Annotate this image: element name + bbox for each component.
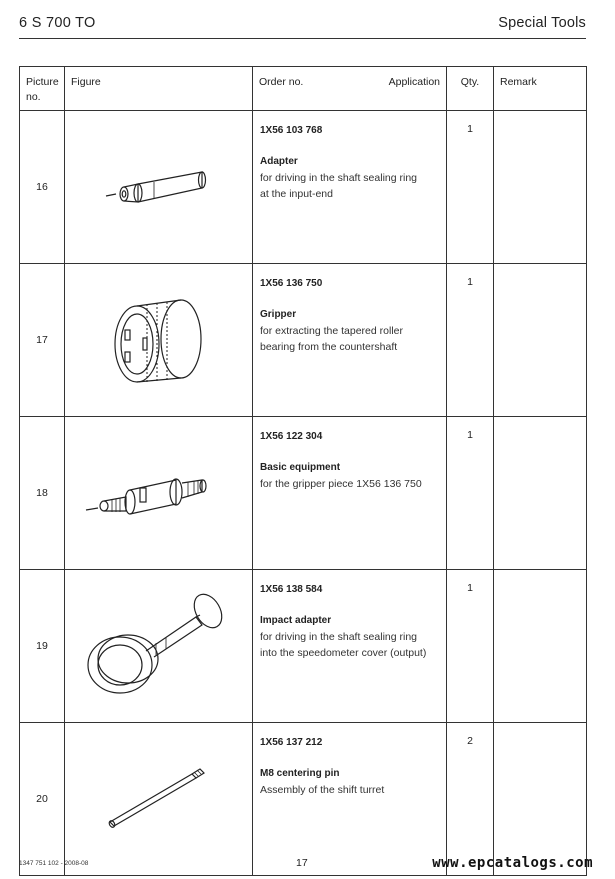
adapter-icon bbox=[104, 167, 214, 207]
application-line: for extracting the tapered roller bbox=[260, 325, 403, 337]
remark bbox=[494, 264, 587, 417]
special-tools-table bbox=[19, 66, 587, 876]
picture-no: 19 bbox=[20, 570, 65, 723]
picture-no: 17 bbox=[20, 264, 65, 417]
col-order-application bbox=[253, 67, 447, 111]
order-number: 1X56 103 768 bbox=[260, 125, 323, 136]
col-picture-no: Picture no. bbox=[20, 67, 65, 111]
figure-cell bbox=[65, 264, 253, 417]
page-number: 17 bbox=[296, 857, 308, 869]
remark bbox=[494, 111, 587, 264]
table-row bbox=[20, 570, 587, 723]
item-name: Adapter bbox=[260, 156, 298, 167]
quantity: 1 bbox=[447, 570, 494, 723]
picture-no: 18 bbox=[20, 417, 65, 570]
application-line: into the speedometer cover (output) bbox=[260, 647, 427, 659]
order-number: 1X56 138 584 bbox=[260, 584, 323, 595]
order-application-cell bbox=[253, 111, 447, 264]
picture-no: 16 bbox=[20, 111, 65, 264]
application-line: for driving in the shaft sealing ring bbox=[260, 631, 418, 643]
application-line: for driving in the shaft sealing ring bbox=[260, 172, 418, 184]
item-name: Impact adapter bbox=[260, 615, 332, 626]
picture-no: 20 bbox=[20, 723, 65, 876]
application-line: at the input-end bbox=[260, 188, 333, 200]
header-rule bbox=[19, 38, 586, 39]
col-order-no: Order no. bbox=[259, 76, 304, 88]
table-row bbox=[20, 417, 587, 570]
order-number: 1X56 137 212 bbox=[260, 737, 323, 748]
document-model: 6 S 700 TO bbox=[19, 15, 96, 31]
application-line: bearing from the countershaft bbox=[260, 341, 398, 353]
centering-pin-icon bbox=[104, 764, 214, 834]
quantity: 2 bbox=[447, 723, 494, 876]
col-application: Application bbox=[388, 76, 440, 88]
impact-adapter-icon bbox=[84, 591, 234, 701]
website-watermark: www.epcatalogs.com bbox=[432, 855, 593, 871]
table-header-row bbox=[20, 67, 587, 111]
basic-equipment-icon bbox=[84, 458, 234, 528]
order-number: 1X56 122 304 bbox=[260, 431, 323, 442]
section-title: Special Tools bbox=[498, 15, 586, 31]
order-application-cell bbox=[253, 264, 447, 417]
col-figure: Figure bbox=[65, 67, 253, 111]
table-row bbox=[20, 723, 587, 876]
application-line: Assembly of the shift turret bbox=[260, 784, 385, 796]
application-line: for the gripper piece 1X56 136 750 bbox=[260, 478, 422, 490]
col-qty: Qty. bbox=[447, 67, 494, 111]
item-name: Gripper bbox=[260, 309, 297, 320]
remark bbox=[494, 723, 587, 876]
order-application-cell bbox=[253, 723, 447, 876]
document-reference: 1347 751 102 - 2008-08 bbox=[19, 860, 89, 867]
col-remark: Remark bbox=[494, 67, 587, 111]
figure-cell bbox=[65, 723, 253, 876]
order-application-cell bbox=[253, 570, 447, 723]
table-row bbox=[20, 111, 587, 264]
item-name: Basic equipment bbox=[260, 462, 341, 473]
order-number: 1X56 136 750 bbox=[260, 278, 323, 289]
quantity: 1 bbox=[447, 111, 494, 264]
quantity: 1 bbox=[447, 264, 494, 417]
gripper-icon bbox=[111, 294, 207, 386]
figure-cell bbox=[65, 111, 253, 264]
remark bbox=[494, 570, 587, 723]
item-name: M8 centering pin bbox=[260, 768, 340, 779]
figure-cell bbox=[65, 570, 253, 723]
order-application-cell bbox=[253, 417, 447, 570]
quantity: 1 bbox=[447, 417, 494, 570]
table-row bbox=[20, 264, 587, 417]
remark bbox=[494, 417, 587, 570]
figure-cell bbox=[65, 417, 253, 570]
